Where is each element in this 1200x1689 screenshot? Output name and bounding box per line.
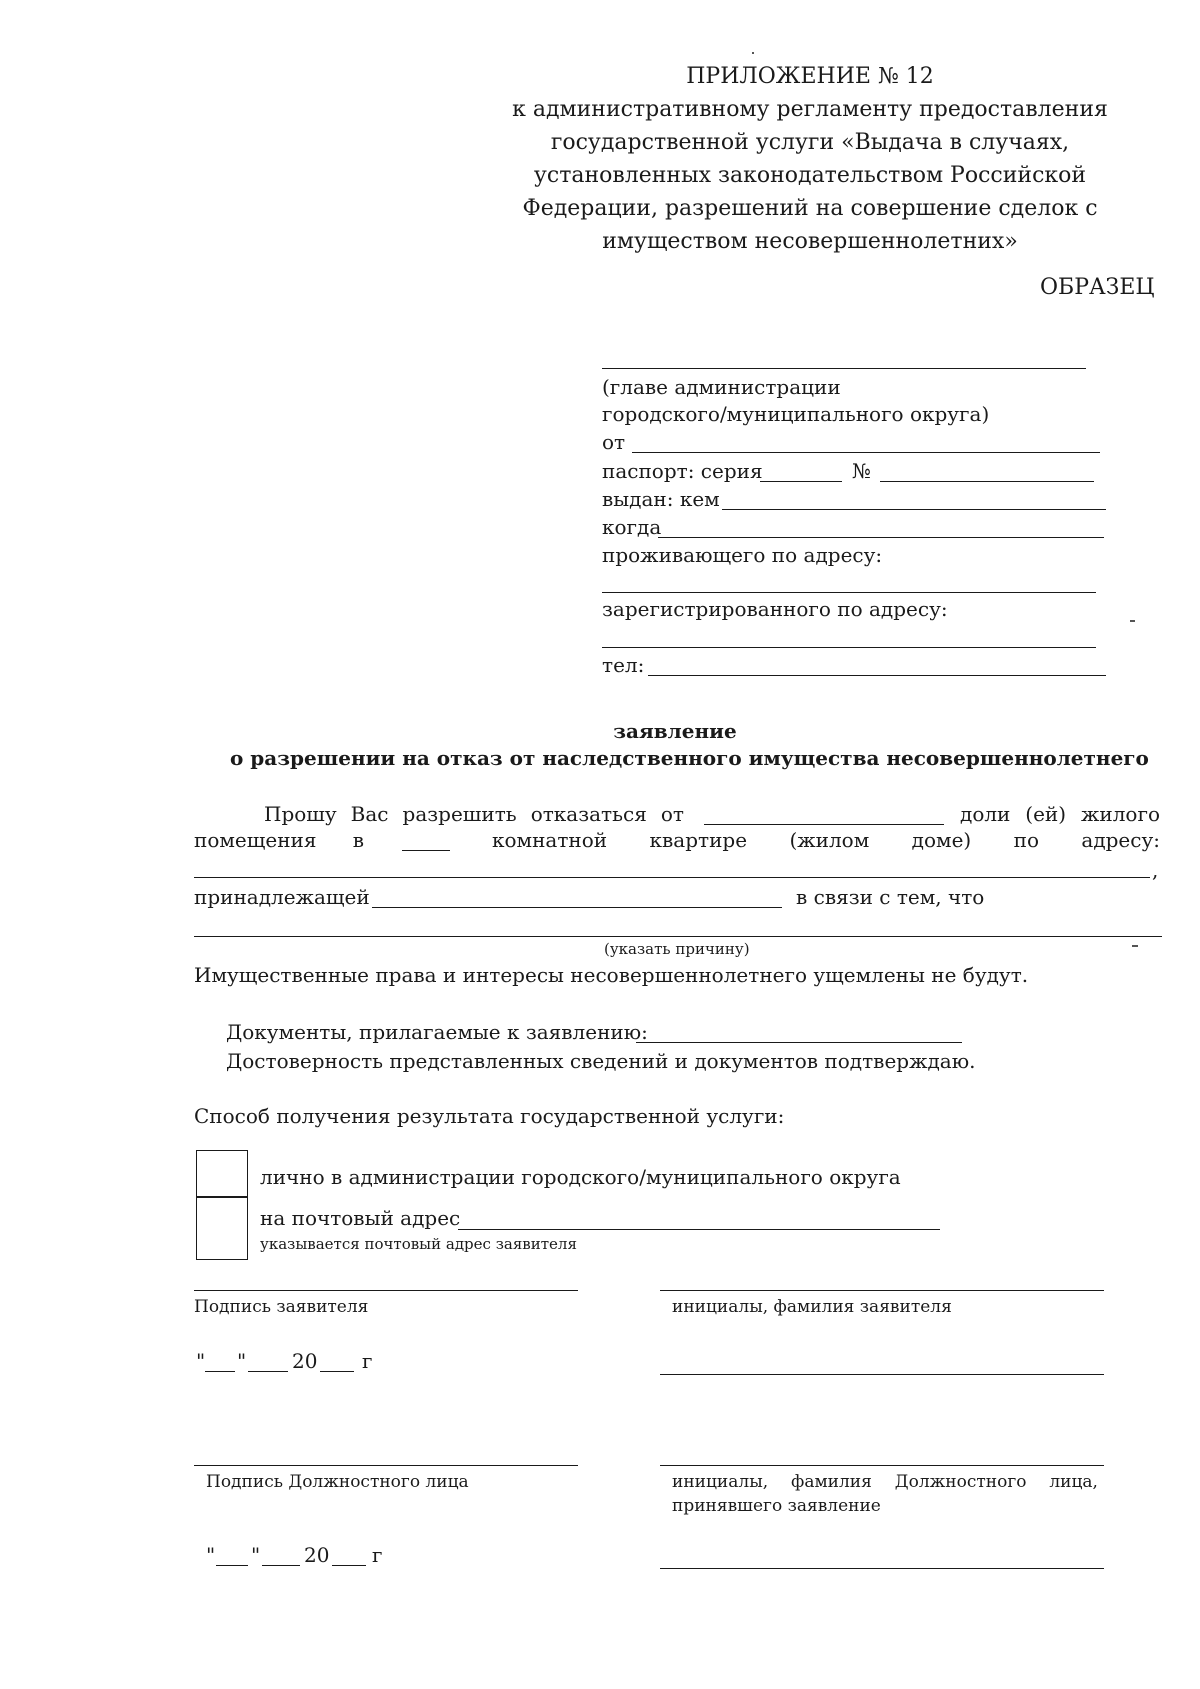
date-year-field[interactable] xyxy=(332,1565,366,1566)
applicant-signature-line[interactable] xyxy=(194,1290,578,1291)
request-word: квартире xyxy=(649,828,748,852)
official-name-word: лица, xyxy=(1049,1472,1098,1492)
request-word: по xyxy=(1013,828,1039,852)
from-field[interactable] xyxy=(632,452,1100,453)
date-suffix: г xyxy=(372,1543,383,1567)
postal-address-hint: указывается почтовый адрес заявителя xyxy=(260,1235,577,1253)
official-name-word: Должностного xyxy=(894,1472,1027,1492)
delivery-method-label: Способ получения результата государственной услуги: xyxy=(194,1104,785,1128)
issued-by-label: выдан: кем xyxy=(602,487,720,511)
issued-by-field[interactable] xyxy=(722,509,1106,510)
premises-line-start xyxy=(194,828,364,852)
rooms-count-field[interactable] xyxy=(402,850,450,851)
appendix-title: ПРИЛОЖЕНИЕ № 12 xyxy=(686,64,934,89)
documents-label: Документы, прилагаемые к заявлению: xyxy=(226,1020,648,1044)
request-word: в xyxy=(352,828,364,852)
scan-speck xyxy=(1132,945,1138,947)
request-word: от xyxy=(660,802,684,826)
appendix-line: установленных законодательством Российской xyxy=(533,163,1087,188)
passport-series-field[interactable] xyxy=(760,481,842,482)
owner-field[interactable] xyxy=(372,907,782,908)
reason-hint: (указать причину) xyxy=(604,940,750,958)
share-size-field[interactable] xyxy=(704,824,944,825)
date-quote-close: " xyxy=(237,1349,247,1373)
applicant-signature-label: Подпись заявителя xyxy=(194,1297,369,1317)
confirmation-statement: Достоверность представленных сведений и документов подтверждаю. xyxy=(226,1049,976,1073)
phone-field[interactable] xyxy=(648,675,1106,676)
reason-field[interactable] xyxy=(194,936,1162,937)
post-checkbox[interactable] xyxy=(196,1196,248,1260)
official-name-label-line2: принявшего заявление xyxy=(672,1496,881,1516)
official-name-line[interactable] xyxy=(660,1465,1104,1466)
appendix-line: государственной услуги «Выдача в случаях, xyxy=(550,130,1070,155)
belonging-label: принадлежащей xyxy=(194,885,370,909)
residing-address-field[interactable] xyxy=(602,592,1096,593)
addressee-to-line2: городского/муниципального округа) xyxy=(602,402,990,426)
request-word: комнатной xyxy=(492,828,608,852)
applicant-name-line[interactable] xyxy=(660,1290,1104,1291)
date-year-prefix: 20 xyxy=(292,1349,318,1373)
date-month-field[interactable] xyxy=(248,1371,288,1372)
phone-label: тел: xyxy=(602,653,645,677)
in-person-checkbox[interactable] xyxy=(196,1150,248,1198)
appendix-line: имуществом несовершеннолетних» xyxy=(602,229,1018,254)
residing-address-label: проживающего по адресу: xyxy=(602,543,883,567)
request-word: Вас xyxy=(350,802,389,826)
date-quote-open: " xyxy=(196,1349,206,1373)
registered-address-field[interactable] xyxy=(602,647,1096,648)
official-name-label xyxy=(672,1472,1098,1492)
request-word: Прошу xyxy=(264,802,337,826)
official-name-word: инициалы, xyxy=(672,1472,769,1492)
passport-number-field[interactable] xyxy=(880,481,1094,482)
date-day-field[interactable] xyxy=(205,1371,235,1372)
request-word: жилого xyxy=(1080,802,1160,826)
official-name-word: фамилия xyxy=(791,1472,872,1492)
passport-number-label: № xyxy=(852,459,871,483)
request-word: (ей) xyxy=(1025,802,1067,826)
request-word: адресу: xyxy=(1081,828,1160,852)
applicant-extra-line[interactable] xyxy=(660,1374,1104,1375)
issue-date-label: когда xyxy=(602,515,662,539)
passport-series-label: паспорт: серия xyxy=(602,459,763,483)
date-quote-close: " xyxy=(251,1543,261,1567)
official-signature-line[interactable] xyxy=(194,1465,578,1466)
applicant-name-label: инициалы, фамилия заявителя xyxy=(672,1297,952,1317)
request-word: отказаться xyxy=(530,802,647,826)
sample-mark: ОБРАЗЕЦ xyxy=(1040,275,1155,300)
date-year-prefix: 20 xyxy=(304,1543,330,1567)
postal-address-field[interactable] xyxy=(458,1229,940,1230)
statement-subtitle: о разрешении на отказ от наследственного имущества несовершеннолетнего xyxy=(230,746,1149,770)
post-option-label: на почтовый адрес xyxy=(260,1206,461,1230)
date-day-field[interactable] xyxy=(216,1565,248,1566)
premises-line-end xyxy=(492,828,1160,852)
date-quote-open: " xyxy=(206,1543,216,1567)
rights-statement: Имущественные права и интересы несовершеннолетнего ущемлены не будут. xyxy=(194,963,1029,987)
date-suffix: г xyxy=(362,1349,373,1373)
appendix-line: к административному регламенту предоставления xyxy=(512,97,1108,122)
scan-speck xyxy=(752,52,754,54)
official-extra-line[interactable] xyxy=(660,1568,1104,1569)
request-word: доли xyxy=(960,802,1011,826)
date-year-field[interactable] xyxy=(320,1371,354,1372)
address-comma: , xyxy=(1152,858,1159,882)
request-word: разрешить xyxy=(402,802,517,826)
request-line-end xyxy=(960,802,1160,826)
statement-title: заявление xyxy=(613,719,737,743)
request-word: (жилом xyxy=(789,828,870,852)
request-word: помещения xyxy=(194,828,317,852)
addressee-to-line1: (главе администрации xyxy=(602,375,841,399)
request-word: доме) xyxy=(911,828,972,852)
from-label: от xyxy=(602,430,626,454)
appendix-line: Федерации, разрешений на совершение сделок с xyxy=(522,196,1098,221)
scan-speck xyxy=(1130,620,1135,622)
issue-date-field[interactable] xyxy=(658,537,1104,538)
property-address-field[interactable] xyxy=(194,877,1150,878)
official-signature-label: Подпись Должностного лица xyxy=(206,1472,469,1492)
addressee-top-line xyxy=(602,368,1086,369)
due-to-label: в связи с тем, что xyxy=(796,885,985,909)
registered-address-label: зарегистрированного по адресу: xyxy=(602,597,948,621)
request-line-start xyxy=(264,802,684,826)
documents-field[interactable] xyxy=(636,1042,962,1043)
in-person-option-label: лично в администрации городского/муниципального округа xyxy=(260,1165,901,1189)
date-month-field[interactable] xyxy=(262,1565,300,1566)
